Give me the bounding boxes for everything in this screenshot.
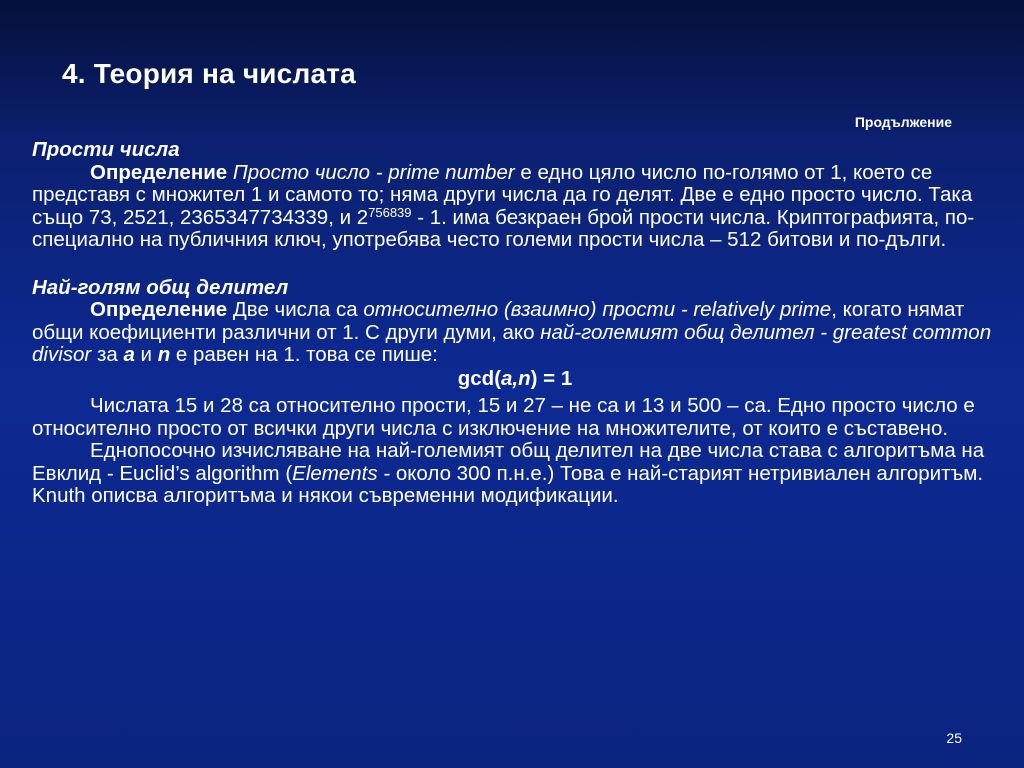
- gcd-text-c: за: [91, 343, 124, 366]
- gcd-text-b: , когато нямат общи коефициенти различни от 1. С други думи, ако: [32, 298, 965, 344]
- paragraph-prime-definition: [32, 162, 998, 252]
- paragraph-euclid: [32, 440, 998, 508]
- euclid-text-a: Еднопосочно изчисляване на най-голeмият общ делител на две числа става с алгоритъма на Евклид - Euclid’s algorithm (: [32, 439, 985, 485]
- slide-content: [32, 136, 998, 508]
- formula-suffix: ) = 1: [530, 366, 573, 390]
- paragraph-gcd-definition: [32, 299, 998, 367]
- gcd-term: най-голeмият общ делител - greatest common divisor: [32, 320, 992, 366]
- var-n: n: [157, 343, 171, 366]
- slide-subtitle: Продължение: [854, 114, 952, 130]
- definition-label: Определение: [90, 160, 228, 184]
- page-number: 25: [946, 730, 962, 746]
- formula-vars: a,n: [501, 366, 531, 390]
- relatively-prime-term: относително (взаимно) прости - relatively prime: [363, 298, 832, 321]
- gcd-text-e: е равен на 1. това се пише:: [170, 343, 438, 366]
- var-a: a: [123, 343, 135, 366]
- slide-title: 4. Теория на числата: [62, 58, 356, 89]
- prime-text-a: е едно цяло число по-голямо от 1, което се представя с множител 1 и самото то; няма други числа да го делят. Две е едно просто число. Така също 73, 2521, 2365347734339, и 2: [32, 160, 973, 229]
- euclid-text-b: около 300 п.н.е.) Това е най-старият нетривиален алгоритъм. Knuth описва алгоритъма и някои съвременни модификации.: [32, 461, 984, 507]
- definition-label-2: Определение: [90, 298, 228, 321]
- formula-prefix: gcd(: [457, 366, 502, 390]
- paragraph-examples: Числата 15 и 28 са относително прости, 15 и 27 – не са и 13 и 500 – са. Едно просто число е относително просто от всички други числа с изключение на множителите, от които е съставено.: [32, 394, 975, 440]
- elements-term: Elements -: [292, 461, 391, 485]
- prime-text-b: - 1. има безкраен брой прости числа. Криптографията, по-специално на публичния ключ, употребява често големи прости числа – 512 битови и по-дълги.: [32, 205, 975, 251]
- section-heading-gcd: Най-голям общ делител: [32, 275, 289, 299]
- section-heading-primes: Прости числа: [32, 138, 180, 161]
- prime-term: Просто число - prime number: [232, 160, 515, 184]
- gcd-text-d: и: [134, 343, 158, 366]
- gcd-text-a: Две числа са: [227, 298, 364, 321]
- prime-exponent: 756839: [368, 204, 412, 220]
- gcd-formula: [32, 368, 998, 391]
